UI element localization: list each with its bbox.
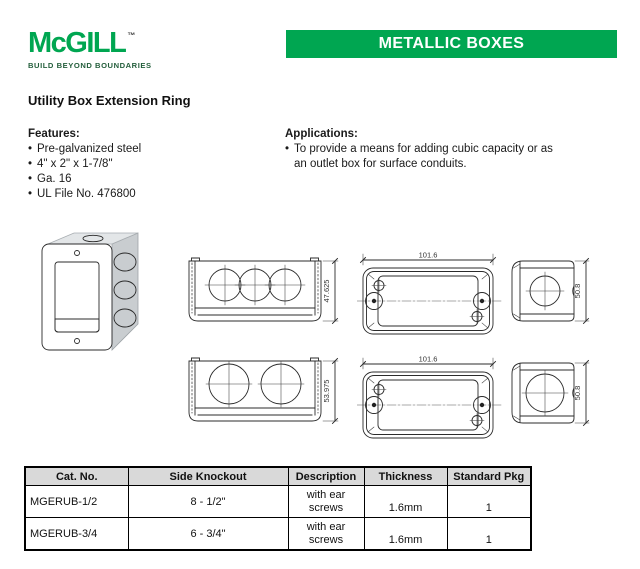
applications-list [285, 142, 625, 172]
cell-description: with ear screws [288, 518, 364, 551]
dim-height-bottom: 53.975 [322, 379, 331, 403]
cell-side-knockout: 8 - 1/2" [128, 486, 288, 518]
spec-table-header-row [25, 467, 531, 486]
col-header-side-knockout: Side Knockout [128, 467, 288, 486]
features-section [28, 127, 278, 202]
col-header-thickness: Thickness [364, 467, 447, 486]
table-row [25, 518, 531, 551]
cell-description: with ear screws [288, 486, 364, 518]
dim-length-top: 101.6 [418, 250, 438, 260]
cell-cat-no: MGERUB-3/4 [25, 518, 128, 551]
cell-standard-pkg: 1 [447, 486, 531, 518]
drawing-face-view-top [357, 247, 507, 342]
photo-front-face [42, 244, 112, 350]
dim-length-bottom: 101.6 [418, 354, 438, 364]
cell-side-knockout: 6 - 3/4" [128, 518, 288, 551]
feature-item: • 4" x 2" x 1-7/8" [28, 157, 278, 172]
cell-thickness: 1.6mm [364, 486, 447, 518]
drawing-end-view-bottom [508, 355, 596, 435]
feature-item: • Pre-galvanized steel [28, 142, 278, 157]
cell-cat-no: MGERUB-1/2 [25, 486, 128, 518]
spec-table [24, 466, 532, 551]
drawing-face-view-bottom [357, 351, 507, 446]
feature-item: • Ga. 16 [28, 172, 278, 187]
photo-opening [55, 262, 99, 332]
brand-name: McGILL [28, 27, 126, 59]
brand-logo [28, 29, 152, 70]
trademark-symbol: ™ [127, 31, 136, 40]
features-list [28, 142, 278, 202]
col-header-description: Description [288, 467, 364, 486]
col-header-cat-no: Cat. No. [25, 467, 128, 486]
drawing-end-view-top [508, 253, 596, 333]
application-item: • To provide a means for adding cubic capacity or as an outlet box for surface conduits. [285, 142, 558, 172]
dim-depth-top: 50.8 [573, 283, 582, 299]
col-header-standard-pkg: Standard Pkg [447, 467, 531, 486]
applications-section [285, 127, 625, 172]
feature-item: • UL File No. 476800 [28, 187, 278, 202]
photo-side-face [112, 233, 138, 350]
cell-standard-pkg: 1 [447, 518, 531, 551]
banner-title: METALLIC BOXES [378, 35, 525, 52]
features-heading: Features: [28, 128, 80, 140]
brand-logo-wordmark [28, 29, 152, 58]
product-photo [36, 224, 154, 358]
dim-depth-bottom: 50.8 [573, 385, 582, 401]
cell-thickness: 1.6mm [364, 518, 447, 551]
metallic-boxes-banner [286, 30, 617, 58]
drawing-side-view-3-knockouts [185, 255, 353, 333]
brand-tagline: BUILD BEYOND BOUNDARIES [28, 61, 152, 70]
drawing-side-view-2-knockouts [185, 355, 353, 433]
applications-heading: Applications: [285, 128, 358, 140]
page-title: Utility Box Extension Ring [28, 93, 191, 108]
table-row [25, 486, 531, 518]
dim-height-top: 47.625 [322, 279, 331, 303]
